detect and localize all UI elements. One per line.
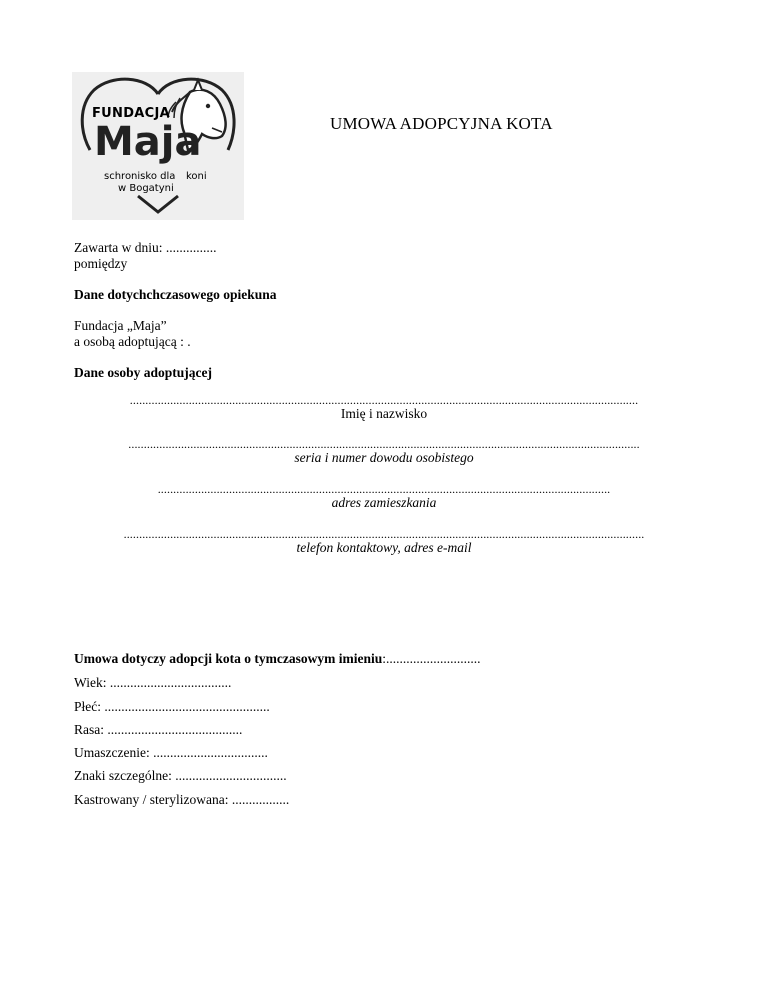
cat-breed-field: Rasa: ........................................ [74, 722, 243, 737]
adopter-id-caption: seria i numer dowodu osobistego [294, 450, 474, 465]
adopter-address-caption: adres zamieszkania [331, 495, 437, 510]
logo-sub-line2: w Bogatyni [118, 183, 174, 194]
document-title: UMOWA ADOPCYJNA KOTA [330, 114, 553, 133]
current-guardian-line1: Fundacja „Maja” [74, 318, 167, 333]
logo-sub-left: schronisko dla [104, 171, 176, 182]
cat-heading: Umowa dotyczy adopcji kota o tymczasowym imieniu [74, 651, 383, 666]
adopter-contact-caption: telefon kontaktowy, adres e-mail [296, 540, 472, 555]
cat-age-field: Wiek: .................................... [74, 675, 232, 690]
logo-name-text: Maja [94, 119, 202, 165]
foundation-logo [72, 72, 244, 220]
adopter-heading: Dane osoby adoptującej [74, 365, 213, 380]
between-text: pomiędzy [74, 256, 128, 271]
cat-neutered-field: Kastrowany / sterylizowana: ................. [74, 792, 290, 807]
adopter-id-dots: ..................................................................................................................................................................... [128, 437, 640, 451]
logo-sub-right: koni [186, 171, 207, 182]
adopter-address-dots: .................................................................................................................................................. [157, 482, 611, 496]
cat-coat-field: Umaszczenie: .................................. [74, 745, 268, 760]
cat-name-dots: :............................ [382, 651, 481, 666]
current-guardian-line2: a osobą adoptującą : . [74, 334, 191, 349]
cat-sex-field: Płeć: ................................................. [74, 699, 270, 714]
current-guardian-heading: Dane dotychchczasowego opiekuna [74, 287, 277, 302]
adopter-name-caption: Imię i nazwisko [340, 406, 428, 421]
cat-heading-line [74, 651, 481, 667]
cat-marks-field: Znaki szczególne: ................................. [74, 768, 287, 783]
logo-foundation-text: FUNDACJA [92, 106, 171, 121]
adopter-contact-dots: ........................................................................................................................................................................ [123, 527, 645, 541]
adopter-name-dots: .................................................................................................................................................................... [129, 393, 639, 407]
date-line: Zawarta w dniu: ............... [74, 240, 217, 255]
